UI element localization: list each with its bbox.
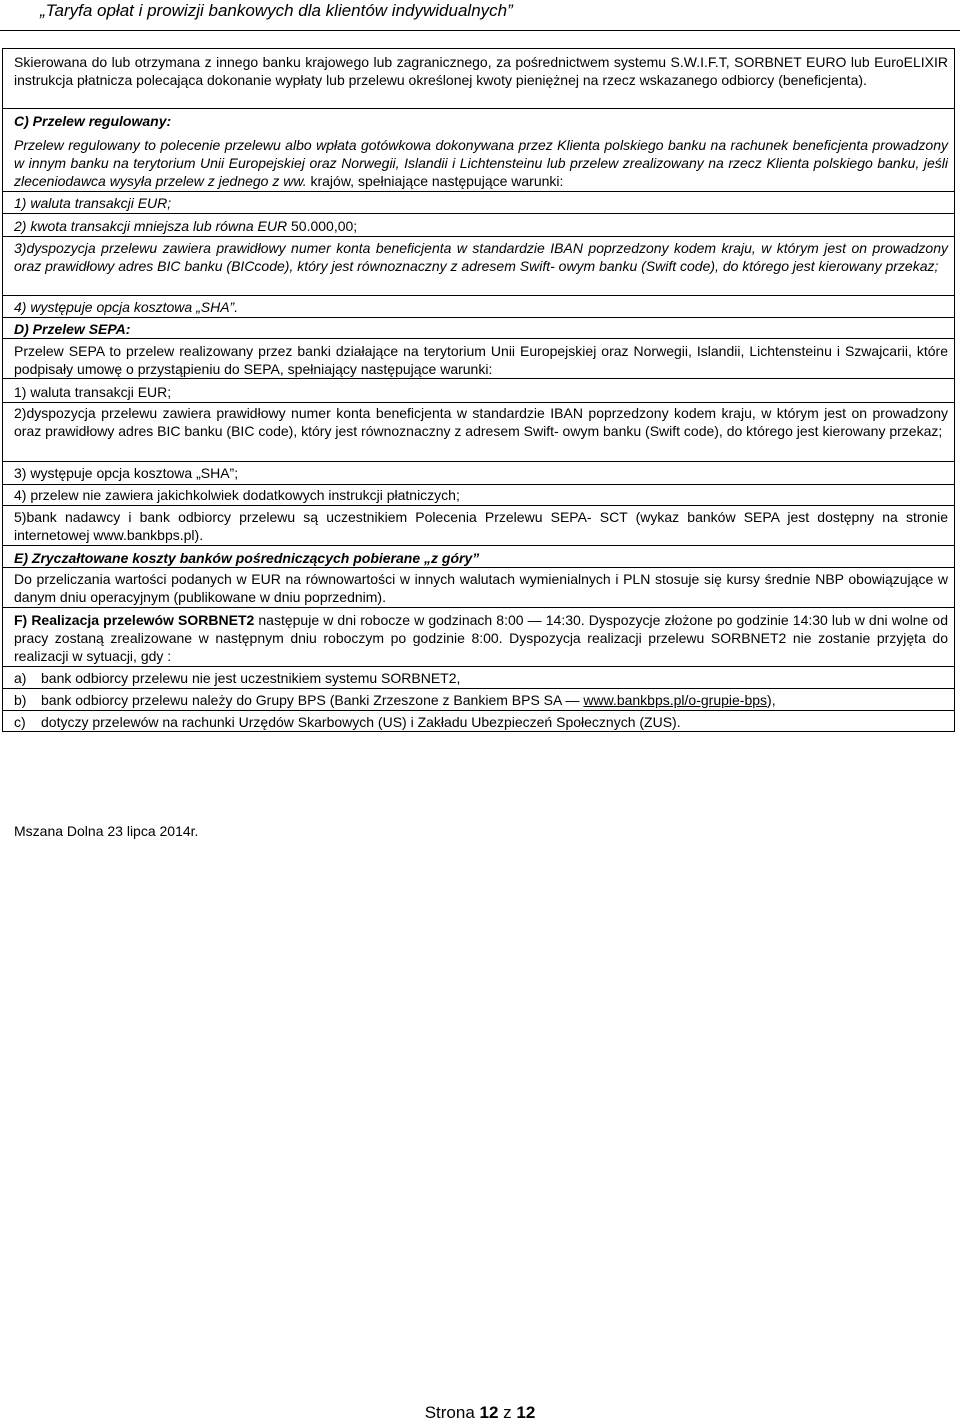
- section-f-item-a: [14, 669, 948, 687]
- footer-middle: z: [498, 1403, 517, 1422]
- row-divider: [2, 317, 955, 318]
- row-divider: [2, 567, 955, 568]
- section-f-text: następuje w dni robocze w godzinach 8:00 — 14:30. Dyspozycje złożone po godzinie 14:30 lub w dni wolne od pracy zostaną zrealizowane w następnym dniu roboczym po godzinie 8:00. Dyspozycja realizacji przelewu SORBNET2 nie zostanie przyjęta do realizacji w sytuacji, gdy :: [14, 612, 948, 664]
- footer-prefix: Strona: [424, 1403, 480, 1422]
- section-c-condition-4: 4) występuje opcja kosztowa „SHA”.: [14, 299, 239, 315]
- section-d-condition-5: 5)bank nadawcy i bank odbiorcy przelewu są uczestnikiem Polecenia Przelewu SEPA- SCT (wykaz banków SEPA jest dostępny na stronie internetowej www.bankbps.pl).: [14, 509, 948, 543]
- page-footer: [0, 1402, 960, 1424]
- list-item-text: bank odbiorcy przelewu należy do Grupy BPS (Banki Zrzeszone z Bankiem BPS SA —: [41, 692, 584, 708]
- section-c-body-italic: Przelew regulowany to polecenie przelewu albo wpłata gotówkowa dokonywana przez Klienta polskiego banku na rachunek beneficjenta prowadzony w innym banku na terytorium Unii Europejskiej oraz Norwegii, Islandii i Lichtensteinu lub przelew zrealizowany na rzecz Klienta polskiego banku, jeśli zleceniodawca wysyła przelew z jednego z ww.: [14, 137, 948, 189]
- section-f-body: [14, 611, 948, 665]
- row-divider: [2, 461, 955, 462]
- row-divider: [2, 666, 955, 667]
- section-c-condition-2-text: 2) kwota transakcji mniejsza lub równa EUR: [14, 218, 291, 234]
- section-d-condition-1: 1) waluta transakcji EUR;: [14, 384, 172, 400]
- row-divider: [2, 545, 955, 546]
- list-item-label: c): [14, 714, 26, 730]
- row-divider: [2, 191, 955, 192]
- section-e-heading: E) Zryczałtowane koszty banków pośredniczących pobierane „z góry”: [14, 550, 480, 566]
- section-c-heading: C) Przelew regulowany:: [14, 113, 172, 129]
- row-divider: [2, 607, 955, 608]
- row-divider: [2, 484, 955, 485]
- row-divider: [2, 213, 955, 214]
- row-divider: [2, 378, 955, 379]
- document-header-title: „Taryfa opłat i prowizji bankowych dla klientów indywidualnych”: [40, 1, 513, 20]
- section-d-condition-3: 3) występuje opcja kosztowa „SHA”;: [14, 465, 239, 481]
- row-divider: [2, 402, 955, 403]
- list-item-label: b): [14, 692, 27, 708]
- section-c-body-tail: krajów, spełniające następujące warunki:: [306, 173, 564, 189]
- footer-page-total: 12: [516, 1403, 536, 1422]
- list-item-text: dotyczy przelewów na rachunki Urzędów Skarbowych (US) i Zakładu Ubezpieczeń Społecznych (ZUS).: [41, 714, 681, 730]
- row-divider: [2, 505, 955, 506]
- section-d-condition-2: 2)dyspozycja przelewu zawiera prawidłowy numer konta beneficjenta w standardzie IBAN poprzedzony kodem kraju, w którym jest on prowadzony oraz prawidłowy adres BIC banku (BIC code), który jest równoznaczny z adresem Swift- owym banku (Swift code), do którego jest kierowany przekaz;: [14, 405, 948, 439]
- section-c-condition-2: [14, 217, 948, 235]
- place-and-date: Mszana Dolna 23 lipca 2014r.: [14, 823, 199, 839]
- row-divider: [2, 295, 955, 296]
- section-c-condition-1: 1) waluta transakcji EUR;: [14, 195, 172, 211]
- bankbps-link[interactable]: www.bankbps.pl/o-grupie-bps: [583, 692, 768, 708]
- list-item-label: a): [14, 670, 27, 686]
- header-divider: [0, 30, 960, 31]
- row-divider: [2, 688, 955, 689]
- row-divider: [2, 710, 955, 711]
- section-c-condition-3: 3)dyspozycja przelewu zawiera prawidłowy numer konta beneficjenta w standardzie IBAN poprzedzony kodem kraju, w którym jest on prowadzony oraz prawidłowy adres BIC banku (BICcode), który jest równoznaczny z adresem Swift- owym banku (Swift code), do którego jest kierowany przekaz;: [14, 240, 948, 274]
- row-divider: [2, 338, 955, 339]
- section-d-heading: D) Przelew SEPA:: [14, 321, 131, 337]
- section-d-condition-4: 4) przelew nie zawiera jakichkolwiek dodatkowych instrukcji płatniczych;: [14, 487, 460, 503]
- row-divider: [2, 108, 955, 109]
- section-f-item-b: [14, 691, 948, 709]
- section-e-body: Do przeliczania wartości podanych w EUR na równowartości w innych walutach wymienialnych i PLN stosuje się kursy średnie NBP obowiązujące w danym dniu operacyjnym (publikowane w dniu poprzednim).: [14, 571, 948, 605]
- list-item-tail: ),: [767, 692, 776, 708]
- list-item-text: bank odbiorcy przelewu nie jest uczestnikiem systemu SORBNET2,: [41, 670, 461, 686]
- section-d-body: Przelew SEPA to przelew realizowany przez banki działające na terytorium Unii Europejskiej oraz Norwegii, Islandii, Lichtensteinu i Szwajcarii, które podpisały umowę o przystąpieniu do SEPA, spełniający następujące warunki:: [14, 343, 948, 377]
- row-divider: [2, 236, 955, 237]
- intro-paragraph: Skierowana do lub otrzymana z innego banku krajowego lub zagranicznego, za pośrednictwem systemu S.W.I.F.T, SORBNET EURO lub EuroELIXIR instrukcja płatnicza polecająca dokonanie wypłaty lub przelewu określonej kwoty pieniężnej na rzecz wskazanego odbiorcy (beneficjenta).: [14, 54, 948, 88]
- section-c-condition-2-amount: 50.000,00;: [291, 218, 358, 234]
- section-c-body: [14, 136, 948, 190]
- section-f-item-c: [14, 713, 948, 731]
- footer-page-number: 12: [479, 1403, 499, 1422]
- section-f-heading: F) Realizacja przelewów SORBNET2: [14, 612, 255, 628]
